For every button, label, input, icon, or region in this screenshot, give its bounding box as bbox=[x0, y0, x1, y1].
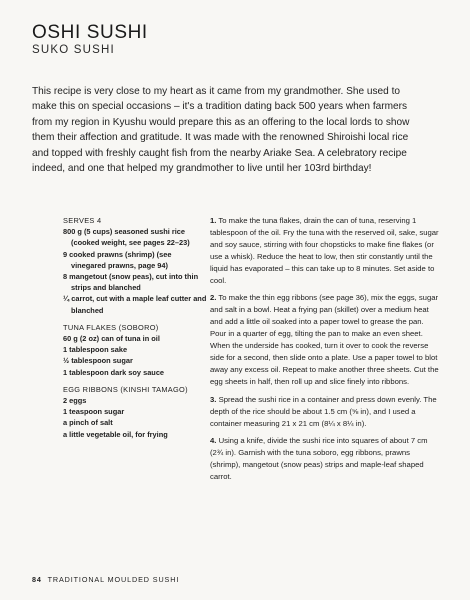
step-text: Using a knife, divide the sushi rice into squares of about 7 cm (2¾ in). Garnish with the tuna soboro, egg ribbons, prawns (shrimp), mangetout (snow peas) strips and maple-leaf shaped carrot. bbox=[210, 436, 428, 482]
method-step bbox=[210, 215, 442, 286]
step-text: Spread the sushi rice in a container and press down evenly. The depth of the rice should be about 1.5 cm (⅝ in), and I used a container measuring 21 x 21 cm (8¼ x 8¼ in). bbox=[210, 394, 437, 428]
intro-text: This recipe is very close to my heart as it came from my grandmother. She used to make this on special occasions – it's a tradition dating back 500 years when farmers from my region in Kyushu would prepare this as an offering to the local lords to show them their affection and gratitude. It was made with the renowned Shiroishi local rice and topped with freshly caught fish from the nearby Ariake Sea. A celebratory recipe indeed, and one that helped my grandmother to live until her 103rd birthday! bbox=[32, 86, 410, 175]
step-number: 1. bbox=[210, 216, 217, 225]
ingredient-item: a little vegetable oil, for frying bbox=[63, 429, 168, 439]
ingredient-item: a pinch of salt bbox=[63, 418, 113, 428]
method-step bbox=[210, 394, 442, 430]
step-number: 2. bbox=[210, 293, 217, 303]
step-text: To make the tuna flakes, drain the can of tuna, reserving 1 tablespoon of the oil. Fry the tuna with the reserved oil, sake, sugar and soy sauce, stirring with four chopsticks to make fine flakes (or use a whisk). Reduce the heat to low, then stir constantly until the liquid has evaporated – this can take up to 8 minutes. Set aside to cool. bbox=[210, 216, 439, 285]
ingredients-column bbox=[63, 215, 208, 440]
egg-ingredients-list bbox=[63, 395, 208, 440]
ingredient-item: 60 g (2 oz) can of tuna in oil bbox=[63, 334, 160, 344]
ingredient-item: 1 tablespoon dark soy sauce bbox=[63, 367, 165, 377]
ingredient-item: ½ tablespoon sugar bbox=[63, 356, 133, 366]
step-number: 3. bbox=[210, 394, 217, 404]
ingredient-item: 9 cooked prawns (shrimp) (see vinegared prawns, page 94) bbox=[63, 249, 172, 270]
intro-paragraph bbox=[32, 84, 420, 176]
ingredient-item: 1 teaspoon sugar bbox=[63, 407, 125, 417]
method-column bbox=[210, 215, 442, 489]
method-step bbox=[210, 435, 442, 483]
tuna-ingredients-list bbox=[63, 333, 208, 378]
serves-label: SERVES 4 bbox=[63, 216, 102, 225]
recipe-title: OSHI SUSHI bbox=[32, 22, 148, 43]
ingredient-item: ¼ carrot, cut with a maple leaf cutter and blanched bbox=[63, 294, 207, 315]
ingredient-item: 1 tablespoon sake bbox=[63, 345, 128, 355]
main-ingredients-list bbox=[63, 226, 208, 316]
step-text: To make the thin egg ribbons (see page 36), mix the eggs, sugar and salt in a bowl. Heat a frying pan (skillet) over a medium heat and add a little oil soaked into a paper towel to grease the pan. Pour in a quarter of egg, tilting the pan to make an even sheet. When the underside has cooked, turn it over to cook the reverse side for a second, then slide onto a plate. Use a paper towel to blot away any excess oil. Repeat to make another three sheets. Cut the egg sheets in half, then roll up and slice finely into ribbons. bbox=[210, 293, 439, 386]
ingredient-item: 8 mangetout (snow peas), cut into thin strips and blanched bbox=[63, 272, 199, 293]
recipe-subtitle: SUKO SUSHI bbox=[32, 44, 115, 56]
page-footer bbox=[32, 575, 179, 584]
method-step bbox=[210, 292, 442, 387]
section-name: TRADITIONAL MOULDED SUSHI bbox=[47, 575, 180, 584]
egg-heading: EGG RIBBONS (KINSHI TAMAGO) bbox=[63, 384, 188, 394]
ingredient-item: 800 g (5 cups) seasoned sushi rice (cooked weight, see pages 22–23) bbox=[63, 227, 190, 248]
page-number: 84 bbox=[32, 575, 42, 584]
tuna-heading: TUNA FLAKES (SOBORO) bbox=[63, 322, 159, 332]
ingredient-item: 2 eggs bbox=[63, 396, 87, 406]
step-number: 4. bbox=[210, 436, 217, 446]
